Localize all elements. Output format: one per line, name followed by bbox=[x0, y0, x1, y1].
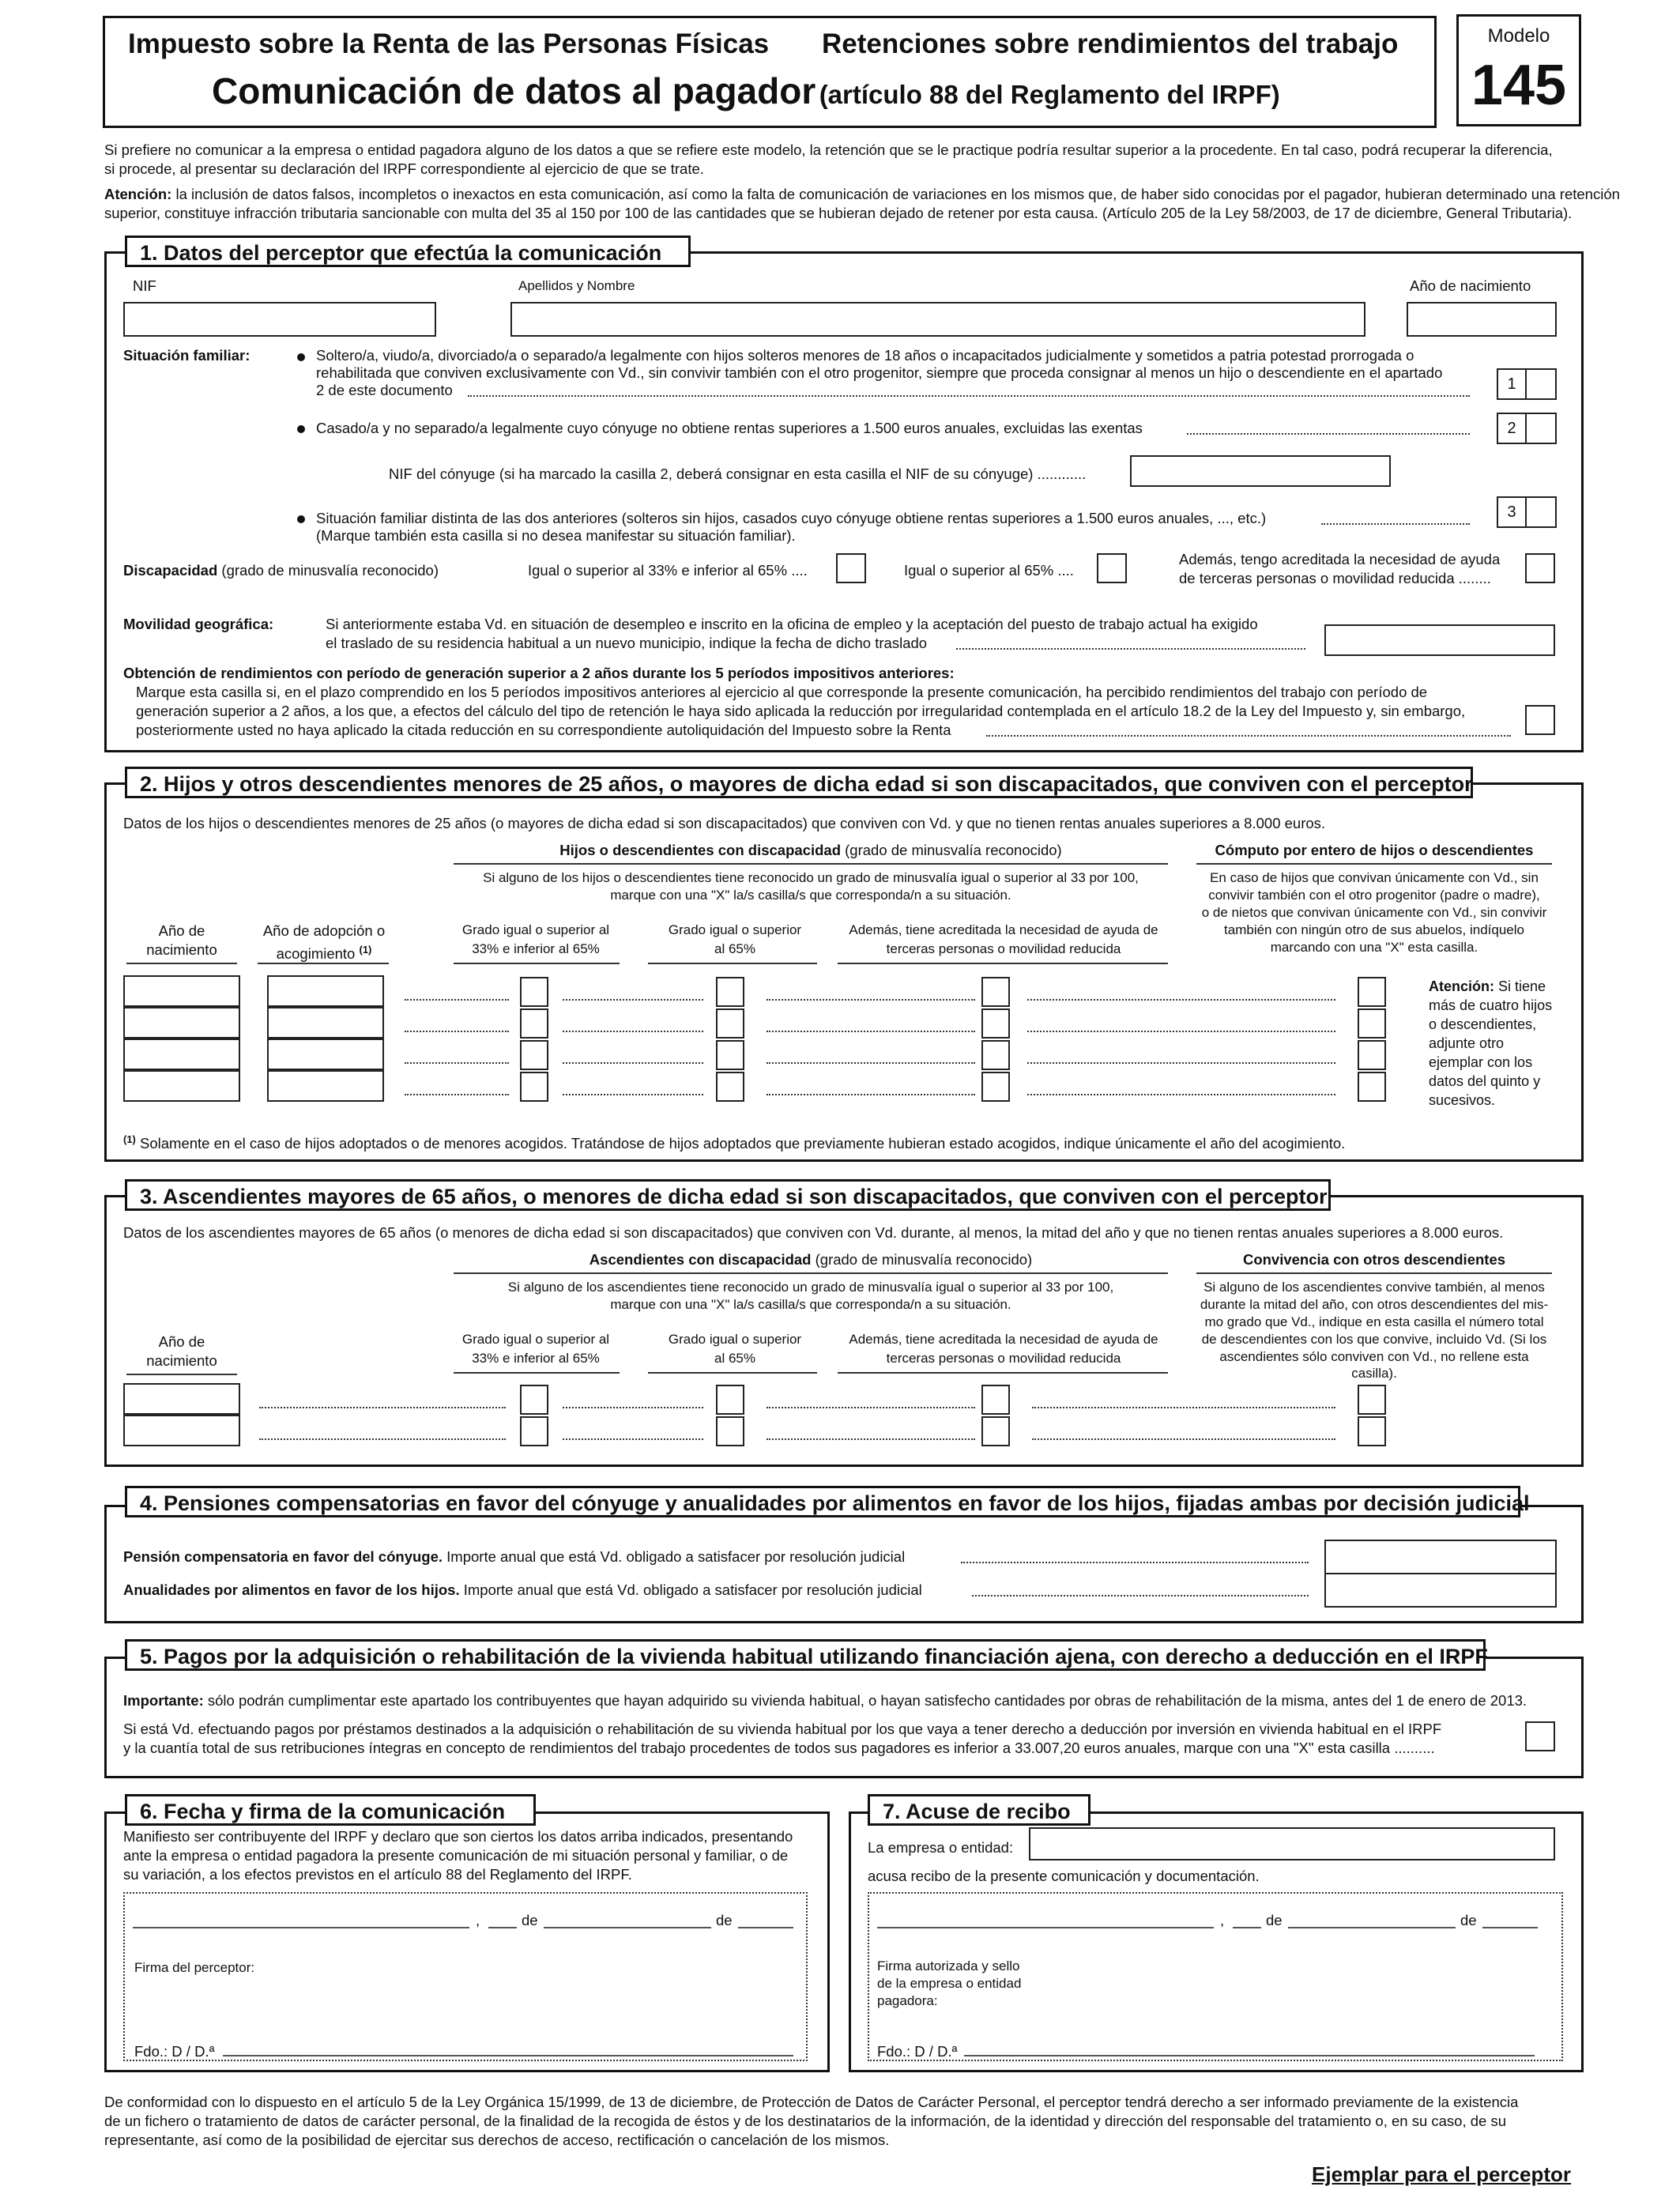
s3-conv-note-1: Si alguno de los ascendientes convive también, al menos bbox=[1203, 1280, 1545, 1295]
modelo-number: 145 bbox=[1471, 54, 1567, 117]
pension-compensatoria-input[interactable] bbox=[1324, 1540, 1557, 1574]
disc-ayuda-checkbox[interactable] bbox=[1525, 553, 1555, 583]
s6-line1: Manifiesto ser contribuyente del IRPF y declaro que son ciertos los datos arriba indicados, presentando bbox=[123, 1828, 793, 1845]
s2-atencion-1: Si tiene bbox=[1498, 978, 1546, 994]
s6-de2: de bbox=[716, 1912, 733, 1928]
section2-title: 2. Hijos y otros descendientes menores de 25 años, o mayores de dicha edad si son discapacitados, que conviven con el perceptor bbox=[125, 767, 1473, 798]
s2-atencion bbox=[1429, 977, 1563, 1110]
s7-fdo-line[interactable] bbox=[964, 2055, 1535, 2056]
s2-atencion-5: ejemplar con los bbox=[1429, 1054, 1533, 1070]
anio-nacimiento-label: Año de nacimiento bbox=[1410, 277, 1531, 294]
ascendant-birth-year-input[interactable] bbox=[123, 1415, 240, 1446]
page-title-sub: (artículo 88 del Reglamento del IRPF) bbox=[819, 80, 1280, 109]
movilidad-label: Movilidad geográfica: bbox=[123, 616, 274, 632]
apellidos-input[interactable] bbox=[510, 302, 1365, 337]
s5-importante-bold: Importante: bbox=[123, 1692, 204, 1709]
s2-disc-header-bold: Hijos o descendientes con discapacidad bbox=[559, 842, 841, 858]
dot-leader bbox=[563, 1062, 703, 1064]
section5-title: 5. Pagos por la adquisición o rehabilitación de la vivienda habitual utilizando financiación ajena, con derecho a deducción en el IRPF bbox=[125, 1639, 1486, 1671]
dot-leader bbox=[563, 1094, 703, 1095]
s2-disc-note-line1: Si alguno de los hijos o descendientes tiene reconocido un grado de minusvalía igual o superior al 33 por 100, bbox=[483, 870, 1139, 885]
s4-anualidades-bold: Anualidades por alimentos en favor de los hijos. bbox=[123, 1581, 460, 1598]
dot-leader bbox=[563, 1438, 703, 1440]
s6-day-line[interactable] bbox=[488, 1927, 517, 1928]
s2-computo-header: Cómputo por entero de hijos o descendientes bbox=[1215, 842, 1534, 858]
s2-col-g3-line1: Además, tiene acreditada la necesidad de ayuda de bbox=[849, 922, 1158, 937]
disc-ayuda-line1: Además, tengo acreditada la necesidad de ayuda bbox=[1179, 551, 1501, 567]
disc-65-label: Igual o superior al 65% .... bbox=[904, 562, 1074, 579]
s2-col-g1-line2: 33% e inferior al 65% bbox=[472, 941, 600, 956]
divider bbox=[454, 1272, 1168, 1274]
child-adoption-year-input[interactable] bbox=[267, 1039, 384, 1070]
footer-line1: De conformidad con lo dispuesto en el artículo 5 de la Ley Orgánica 15/1999, de 13 de diciembre, de Protección de Datos de Carácter Personal, el perceptor tendrá derecho a ser informado previamente de la existencia bbox=[104, 2094, 1519, 2110]
intro-p2-line2: superior, constituye infracción tributaria sancionable con multa del 35 al 150 por 100 de las cantidades que se hubieran dejado de retener por esta causa. (Artículo 205 de la Ley 58/2003, de 17 de diciembre, General Tributaria). bbox=[104, 205, 1573, 221]
dot-leader bbox=[767, 1031, 975, 1032]
child-computo-checkbox[interactable] bbox=[1358, 1072, 1386, 1102]
child-disc-65-checkbox[interactable] bbox=[716, 977, 744, 1007]
apellidos-label: Apellidos y Nombre bbox=[518, 278, 635, 293]
divider bbox=[126, 963, 237, 964]
s2-col-anio-line2: nacimiento bbox=[146, 941, 217, 958]
s2-col-g1-line1: Grado igual o superior al bbox=[461, 922, 610, 937]
footer-line2: de un fichero o tratamiento de datos de carácter personal, de la finalidad de la recogida de éstos y de los destinatarios de la información, de la identidad y dirección del responsable del tratamiento o, en su caso, de su bbox=[104, 2113, 1507, 2129]
ascendant-disc-ayuda-checkbox[interactable] bbox=[981, 1416, 1010, 1446]
s2-computo-note-2: convivir también con el otro progenitor (padre o madre), bbox=[1208, 888, 1540, 903]
movilidad-line1: Si anteriormente estaba Vd. en situación de desempleo e inscrito en la oficina de empleo y la aceptación del puesto de trabajo actual ha exigido bbox=[326, 616, 1258, 632]
section5-box bbox=[104, 1657, 1584, 1778]
s3-col-anio-line2: nacimiento bbox=[146, 1352, 217, 1369]
ejemplar-label: Ejemplar para el perceptor bbox=[1312, 2162, 1572, 2186]
s5-importante-rest: sólo podrán cumplimentar este apartado los contribuyentes que hayan adquirido su vivienda habitual, o hayan satisfecho cantidades por obras de rehabilitación de la misma, antes del 1 de enero de 2013. bbox=[203, 1692, 1527, 1709]
intro-p2-text: la inclusión de datos falsos, incompletos o inexactos en esta comunicación, así como la falta de comunicación de variaciones en los mismos que, de haber sido conocidas por el pagador, hubieran determinado una retención bbox=[171, 186, 1620, 202]
s2-computo-note-5: marcando con una "X" esta casilla. bbox=[1270, 940, 1478, 955]
s7-fdo-label: Fdo.: D / D.ª bbox=[877, 2043, 958, 2060]
s5-line1: Si está Vd. efectuando pagos por préstamos destinados a la adquisición o rehabilitación de su vivienda habitual por los que vaya a tener derecho a deducción por inversión en vivienda habitual en el IRPF bbox=[123, 1721, 1442, 1737]
dot-leader bbox=[563, 1407, 703, 1408]
s6-line2: ante la empresa o entidad pagadora la presente comunicación de mi situación personal y familiar, o de bbox=[123, 1847, 789, 1864]
obtencion-title: Obtención de rendimientos con período de generación superior a 2 años durante los 5 períodos impositivos anteriores: bbox=[123, 665, 955, 681]
dot-leader bbox=[767, 1094, 975, 1095]
dot-leader bbox=[1027, 1062, 1335, 1064]
dot-leader bbox=[405, 1062, 509, 1064]
s7-de2: de bbox=[1460, 1912, 1477, 1928]
s3-disc-note-line2: marque con una "X" la/s casilla/s que corresponda/n a su situación. bbox=[610, 1297, 1011, 1312]
disc-65-checkbox[interactable] bbox=[1097, 553, 1127, 583]
s6-place-line[interactable] bbox=[133, 1927, 469, 1928]
child-disc-ayuda-checkbox[interactable] bbox=[981, 1072, 1010, 1102]
s2-footnote-text: Solamente en el caso de hijos adoptados o de menores acogidos. Tratándose de hijos adoptados que previamente hubieran estado acogidos, indique únicamente el año del acogimiento. bbox=[140, 1135, 1346, 1152]
ascendant-disc-33-65-checkbox[interactable] bbox=[520, 1385, 548, 1415]
s4-pension bbox=[123, 1547, 905, 1566]
child-adoption-year-input[interactable] bbox=[267, 1007, 384, 1039]
discapacidad-bold: Discapacidad bbox=[123, 562, 218, 579]
dot-leader bbox=[405, 1031, 509, 1032]
movilidad-line2: el traslado de su residencia habitual a un nuevo municipio, indique la fecha de dicho traslado bbox=[326, 635, 928, 651]
disc-33-65-label: Igual o superior al 33% e inferior al 65% .... bbox=[528, 562, 808, 579]
nif-input[interactable] bbox=[123, 302, 436, 337]
s4-anualidades-rest: Importe anual que está Vd. obligado a satisfacer por resolución judicial bbox=[459, 1581, 922, 1598]
s7-acusa: acusa recibo de la presente comunicación y documentación. bbox=[868, 1868, 1260, 1884]
s3-disc-header-rest: (grado de minusvalía reconocido) bbox=[811, 1251, 1033, 1268]
child-adoption-year-input[interactable] bbox=[267, 975, 384, 1007]
disc-ayuda-line2: de terceras personas o movilidad reducida ........ bbox=[1179, 570, 1491, 586]
ascendant-convivencia-checkbox[interactable] bbox=[1358, 1385, 1386, 1415]
ascendant-convivencia-checkbox[interactable] bbox=[1358, 1416, 1386, 1446]
s2-atencion-7: sucesivos. bbox=[1429, 1092, 1496, 1108]
dot-leader bbox=[986, 735, 1511, 737]
s2-footnote bbox=[123, 1130, 1345, 1152]
section2-box bbox=[104, 782, 1584, 1162]
s5-line2: y la cuantía total de sus retribuciones íntegras en concepto de rendimientos del trabajo procedentes de todos sus pagadores es inferior a 33.007,20 euros anuales, marque con una "X" esta casilla .......... bbox=[123, 1740, 1435, 1756]
s7-comma: , bbox=[1220, 1912, 1225, 1928]
obtencion-line2: generación superior a 2 años, a los que, a efectos del cálculo del tipo de retención le haya sido aplicada la reducción por irregularidad contemplada en el artículo 18.2 de la Ley del Impuesto y, sin embargo, bbox=[136, 703, 1466, 719]
dot-leader bbox=[956, 648, 1305, 650]
dot-leader bbox=[1187, 433, 1470, 435]
opt3-line2: (Marque también esta casilla si no desea manifestar su situación familiar). bbox=[316, 527, 796, 544]
nif-conyuge-label: NIF del cónyuge (si ha marcado la casilla 2, deberá consignar en esta casilla el NIF de su cónyuge) ............ bbox=[389, 466, 1087, 482]
child-disc-ayuda-checkbox[interactable] bbox=[981, 1008, 1010, 1039]
section4-title: 4. Pensiones compensatorias en favor del cónyuge y anualidades por alimentos en favor de los hijos, fijadas ambas por decisión judicial bbox=[125, 1486, 1520, 1517]
divider bbox=[648, 1372, 817, 1374]
s6-signature-area[interactable] bbox=[123, 1892, 808, 2061]
divider bbox=[648, 963, 817, 964]
dot-leader bbox=[1321, 523, 1470, 525]
dot-leader bbox=[468, 395, 1470, 397]
divider bbox=[258, 963, 389, 964]
dot-leader bbox=[972, 1595, 1309, 1596]
s3-col-g2-line2: al 65% bbox=[714, 1351, 755, 1366]
s2-col-g2-line2: al 65% bbox=[714, 941, 755, 956]
child-disc-ayuda-checkbox[interactable] bbox=[981, 1040, 1010, 1070]
s2-atencion-6: datos del quinto y bbox=[1429, 1073, 1541, 1089]
dot-leader bbox=[563, 999, 703, 1001]
s3-disc-note-line1: Si alguno de los ascendientes tiene reconocido un grado de minusvalía igual o superior al 33 por 100, bbox=[507, 1280, 1114, 1295]
s2-disc-note-line2: marque con una "X" la/s casilla/s que corresponda/n a su situación. bbox=[610, 888, 1011, 903]
s2-computo-note-3: o de nietos que convivan únicamente con Vd., sin convivir bbox=[1201, 905, 1547, 920]
s2-computo-note-1: En caso de hijos que convivan únicamente con Vd., sin bbox=[1210, 870, 1539, 885]
s5-checkbox[interactable] bbox=[1525, 1721, 1555, 1751]
child-computo-checkbox[interactable] bbox=[1358, 1008, 1386, 1039]
dot-leader bbox=[563, 1031, 703, 1032]
intro-p1-line1: Si prefiere no comunicar a la empresa o entidad pagadora alguno de los datos a que se refiere este modelo, la retención que se le practique podría resultar superior a la procedente. En tal caso, podrá recuperar la diferencia, bbox=[104, 141, 1553, 158]
s6-year-line[interactable] bbox=[738, 1927, 793, 1928]
section7-title: 7. Acuse de recibo bbox=[868, 1794, 1090, 1826]
dot-leader bbox=[767, 1438, 975, 1440]
divider bbox=[838, 1372, 1168, 1374]
section6-title: 6. Fecha y firma de la comunicación bbox=[125, 1794, 536, 1826]
s2-disc-header-rest: (grado de minusvalía reconocido) bbox=[841, 842, 1062, 858]
dot-leader bbox=[259, 1407, 506, 1408]
s2-col-adop-line1: Año de adopción o bbox=[262, 922, 386, 939]
s4-pension-bold: Pensión compensatoria en favor del cónyuge. bbox=[123, 1548, 443, 1565]
discapacidad-rest: (grado de minusvalía reconocido) bbox=[217, 562, 439, 579]
s3-col-g1-line2: 33% e inferior al 65% bbox=[472, 1351, 600, 1366]
s2-disc-header bbox=[454, 841, 1168, 859]
intro-p2-line1 bbox=[104, 185, 1620, 203]
s4-pension-rest: Importe anual que está Vd. obligado a satisfacer por resolución judicial bbox=[443, 1548, 906, 1565]
child-disc-65-checkbox[interactable] bbox=[716, 1072, 744, 1102]
opt1-checkbox[interactable] bbox=[1525, 368, 1557, 400]
child-birth-year-input[interactable] bbox=[123, 1039, 240, 1070]
dot-leader bbox=[259, 1438, 506, 1440]
dot-leader bbox=[767, 1407, 975, 1408]
s2-col-adop-sup: (1) bbox=[359, 944, 372, 956]
s2-computo-note-4: también con ningún otro de sus abuelos, indíquelo bbox=[1224, 922, 1524, 937]
s5-importante bbox=[123, 1691, 1527, 1710]
ascendant-disc-33-65-checkbox[interactable] bbox=[520, 1416, 548, 1446]
s2-col-g3-line2: terceras personas o movilidad reducida bbox=[886, 941, 1121, 956]
dot-leader bbox=[405, 1094, 509, 1095]
child-disc-65-checkbox[interactable] bbox=[716, 1040, 744, 1070]
intro-p1-line2: si procede, al presentar su declaración del IRPF correspondiente al ejercicio de que se trate. bbox=[104, 160, 704, 177]
child-adoption-year-input[interactable] bbox=[267, 1070, 384, 1102]
s7-firma-line3: pagadora: bbox=[877, 1993, 938, 2008]
opt1-number: 1 bbox=[1497, 368, 1527, 400]
opt1-line1: Soltero/a, viudo/a, divorciado/a o separado/a legalmente con hijos solteros menores de 18 años o incapacitados judicialmente y sometidos a patria potestad prorrogada o bbox=[316, 347, 1414, 364]
child-disc-33-65-checkbox[interactable] bbox=[520, 977, 548, 1007]
s7-month-line[interactable] bbox=[1288, 1927, 1456, 1928]
child-computo-checkbox[interactable] bbox=[1358, 1040, 1386, 1070]
obtencion-line1: Marque esta casilla si, en el plazo comprendido en los 5 períodos impositivos anteriores al ejercicio al que corresponde la presente comunicación, ha percibido rendimientos del trabajo con período de bbox=[136, 684, 1428, 700]
child-birth-year-input[interactable] bbox=[123, 1007, 240, 1039]
discapacidad-label bbox=[123, 561, 439, 579]
page-title-main: Comunicación de datos al pagador bbox=[212, 70, 816, 111]
dot-leader bbox=[767, 999, 975, 1001]
divider bbox=[454, 963, 620, 964]
ascendant-disc-65-checkbox[interactable] bbox=[716, 1385, 744, 1415]
opt3-number: 3 bbox=[1497, 496, 1527, 528]
s4-anualidades bbox=[123, 1581, 922, 1599]
s6-de1: de bbox=[522, 1912, 538, 1928]
s2-atencion-2: más de cuatro hijos bbox=[1429, 997, 1553, 1013]
s7-day-line[interactable] bbox=[1233, 1927, 1261, 1928]
movilidad-fecha-input[interactable] bbox=[1324, 624, 1555, 656]
s3-col-g1-line1: Grado igual o superior al bbox=[461, 1332, 610, 1347]
section1-title: 1. Datos del perceptor que efectúa la comunicación bbox=[125, 236, 691, 267]
child-disc-ayuda-checkbox[interactable] bbox=[981, 977, 1010, 1007]
header-line1-right: Retenciones sobre rendimientos del trabajo bbox=[822, 28, 1399, 59]
divider bbox=[454, 863, 1168, 865]
s2-col-g2-line1: Grado igual o superior bbox=[668, 922, 802, 937]
s3-conv-note-3: mo grado que Vd., indique en esta casilla el número total bbox=[1204, 1314, 1544, 1329]
opt2-checkbox[interactable] bbox=[1525, 413, 1557, 444]
ascendant-birth-year-input[interactable] bbox=[123, 1383, 240, 1415]
anualidades-alimentos-input[interactable] bbox=[1324, 1573, 1557, 1608]
s3-convivencia-header: Convivencia con otros descendientes bbox=[1242, 1251, 1506, 1268]
section2-intro: Datos de los hijos o descendientes menores de 25 años (o mayores de dicha edad si son discapacitados) que conviven con Vd. y que no tienen rentas anuales superiores a 8.000 euros. bbox=[123, 815, 1326, 831]
nif-conyuge-input[interactable] bbox=[1130, 455, 1391, 487]
bullet-icon bbox=[297, 515, 305, 523]
s3-conv-note-4: de descendientes con los que convive, incluido Vd. (Si los bbox=[1201, 1332, 1547, 1347]
dot-leader bbox=[1032, 1438, 1335, 1440]
anio-nacimiento-input[interactable] bbox=[1407, 302, 1557, 337]
child-computo-checkbox[interactable] bbox=[1358, 977, 1386, 1007]
child-birth-year-input[interactable] bbox=[123, 975, 240, 1007]
s7-empresa-label: La empresa o entidad: bbox=[868, 1839, 1014, 1856]
bullet-icon bbox=[297, 425, 305, 433]
s2-footnote-sup: (1) bbox=[123, 1133, 136, 1145]
divider bbox=[1196, 863, 1552, 865]
child-disc-33-65-checkbox[interactable] bbox=[520, 1072, 548, 1102]
s6-fdo-label: Fdo.: D / D.ª bbox=[134, 2043, 215, 2060]
opt2-text: Casado/a y no separado/a legalmente cuyo cónyuge no obtiene rentas superiores a 1.500 euros anuales, excluidas las exentas bbox=[316, 420, 1143, 436]
s7-year-line[interactable] bbox=[1482, 1927, 1538, 1928]
nif-label: NIF bbox=[133, 277, 156, 294]
dot-leader bbox=[961, 1562, 1309, 1563]
section3-intro: Datos de los ascendientes mayores de 65 años (o menores de dicha edad si son discapacitados) que conviven con Vd. durante, al menos, la mitad del año y que no tienen rentas anuales superiores a 8.000 euros. bbox=[123, 1224, 1504, 1241]
s7-de1: de bbox=[1266, 1912, 1283, 1928]
s6-firma-label: Firma del perceptor: bbox=[134, 1960, 255, 1975]
s2-atencion-3: o descendientes, bbox=[1429, 1016, 1537, 1032]
s6-fdo-line[interactable] bbox=[223, 2055, 793, 2056]
ascendant-disc-ayuda-checkbox[interactable] bbox=[981, 1385, 1010, 1415]
s7-firma-line2: de la empresa o entidad bbox=[877, 1976, 1022, 1991]
s3-col-g2-line1: Grado igual o superior bbox=[668, 1332, 802, 1347]
divider bbox=[1196, 1272, 1552, 1274]
situacion-familiar-label: Situación familiar: bbox=[123, 347, 250, 364]
s2-atencion-4: adjunte otro bbox=[1429, 1035, 1505, 1051]
divider bbox=[454, 1372, 620, 1374]
s3-disc-header-bold: Ascendientes con discapacidad bbox=[589, 1251, 812, 1268]
dot-leader bbox=[1027, 999, 1335, 1001]
s7-empresa-input[interactable] bbox=[1029, 1827, 1555, 1860]
s2-col-adop-text: acogimiento bbox=[276, 945, 356, 963]
opt3-line1: Situación familiar distinta de las dos anteriores (solteros sin hijos, casados cuyo cónyuge obtiene rentas superiores a 1.500 euros anuales, ..., etc.) bbox=[316, 510, 1267, 526]
s3-conv-note-5: ascendientes sólo conviven con Vd., no rellene esta casilla). bbox=[1219, 1349, 1529, 1381]
header-line1-left: Impuesto sobre la Renta de las Personas Físicas bbox=[128, 28, 770, 59]
s7-place-line[interactable] bbox=[877, 1927, 1214, 1928]
opt2-number: 2 bbox=[1497, 413, 1527, 444]
footer-line3: representante, así como de la posibilidad de ejercitar sus derechos de acceso, rectificación o cancelación de los mismos. bbox=[104, 2132, 890, 2148]
ascendant-disc-65-checkbox[interactable] bbox=[716, 1416, 744, 1446]
obtencion-line3: posteriormente usted no haya aplicado la citada reducción en su correspondiente autoliquidación del Impuesto sobre la Renta bbox=[136, 722, 951, 738]
bullet-icon bbox=[297, 353, 305, 361]
s6-comma: , bbox=[476, 1912, 480, 1928]
section3-title: 3. Ascendientes mayores de 65 años, o menores de dicha edad si son discapacitados, que conviven con el perceptor bbox=[125, 1179, 1331, 1211]
disc-33-65-checkbox[interactable] bbox=[836, 553, 866, 583]
s6-line3: su variación, a los efectos previstos en el artículo 88 del Reglamento del IRPF. bbox=[123, 1866, 632, 1883]
opt1-line3: 2 de este documento bbox=[316, 382, 453, 398]
dot-leader bbox=[405, 999, 509, 1001]
opt1-line2: rehabilitada que conviven exclusivamente con Vd., sin convivir también con el otro progenitor, siempre que proceda consignar al menos un hijo o descendiente en el apartado bbox=[316, 364, 1443, 381]
s3-col-g3-line2: terceras personas o movilidad reducida bbox=[886, 1351, 1121, 1366]
obtencion-checkbox[interactable] bbox=[1525, 705, 1555, 735]
intro-attention-label: Atención: bbox=[104, 186, 172, 202]
child-disc-33-65-checkbox[interactable] bbox=[520, 1008, 548, 1039]
s3-conv-note-2: durante la mitad del año, con otros descendientes del mis- bbox=[1200, 1297, 1549, 1312]
child-disc-65-checkbox[interactable] bbox=[716, 1008, 744, 1039]
child-disc-33-65-checkbox[interactable] bbox=[520, 1040, 548, 1070]
modelo-label: Modelo bbox=[1487, 25, 1550, 47]
s2-col-adop-line2 bbox=[253, 941, 395, 963]
divider bbox=[126, 1374, 237, 1375]
s6-month-line[interactable] bbox=[544, 1927, 711, 1928]
s2-col-anio-line1: Año de bbox=[158, 922, 205, 939]
dot-leader bbox=[1027, 1094, 1335, 1095]
dot-leader bbox=[1027, 1031, 1335, 1032]
s3-col-anio-line1: Año de bbox=[158, 1333, 205, 1350]
dot-leader bbox=[1032, 1407, 1335, 1408]
opt3-checkbox[interactable] bbox=[1525, 496, 1557, 528]
child-birth-year-input[interactable] bbox=[123, 1070, 240, 1102]
s3-col-g3-line1: Además, tiene acreditada la necesidad de ayuda de bbox=[849, 1332, 1158, 1347]
page-title bbox=[212, 70, 1280, 112]
divider bbox=[838, 963, 1168, 964]
s2-atencion-bold: Atención: bbox=[1429, 978, 1494, 994]
dot-leader bbox=[767, 1062, 975, 1064]
s7-firma-line1: Firma autorizada y sello bbox=[877, 1958, 1020, 1973]
s3-disc-header bbox=[454, 1250, 1168, 1269]
